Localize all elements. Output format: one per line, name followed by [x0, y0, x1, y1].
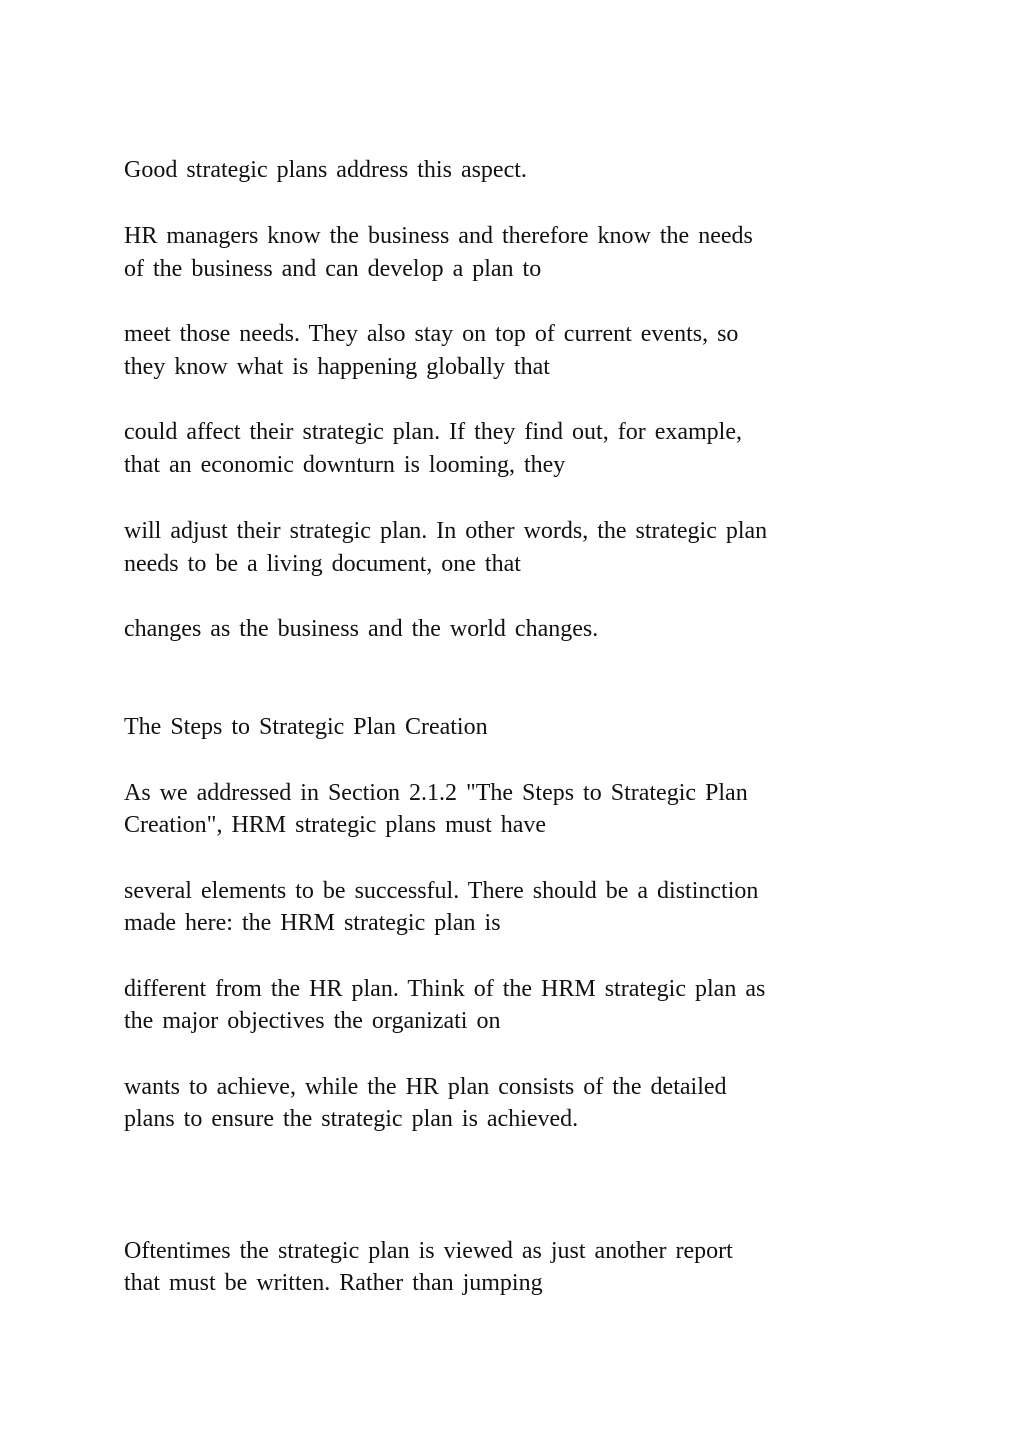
section-heading: The Steps to Strategic Plan Creation — [124, 714, 488, 740]
text-line: wants to achieve, while the HR plan consists of the detailed — [124, 1074, 727, 1100]
text-line: plans to ensure the strategic plan is achieved. — [124, 1106, 579, 1132]
text-line: that an economic downturn is looming, they — [124, 452, 566, 478]
text-line: Oftentimes the strategic plan is viewed as just another report — [124, 1238, 733, 1264]
text-line: As we addressed in Section 2.1.2 "The Steps to Strategic Plan — [124, 780, 748, 806]
text-line: the major objectives the organizati on — [124, 1008, 501, 1034]
text-line: Creation", HRM strategic plans must have — [124, 812, 547, 838]
text-line: of the business and can develop a plan to — [124, 256, 542, 282]
text-line: meet those needs. They also stay on top of current events, so — [124, 321, 739, 347]
text-line: that must be written. Rather than jumping — [124, 1270, 543, 1296]
text-line: HR managers know the business and therefore know the needs — [124, 223, 753, 249]
text-line: needs to be a living document, one that — [124, 551, 521, 577]
text-line: could affect their strategic plan. If they find out, for example, — [124, 419, 742, 445]
text-line: will adjust their strategic plan. In other words, the strategic plan — [124, 518, 768, 544]
text-line: changes as the business and the world changes. — [124, 616, 599, 642]
text-line: different from the HR plan. Think of the HRM strategic plan as — [124, 976, 766, 1002]
text-line: they know what is happening globally that — [124, 354, 550, 380]
text-line: Good strategic plans address this aspect. — [124, 157, 527, 183]
text-line: made here: the HRM strategic plan is — [124, 910, 501, 936]
text-line: several elements to be successful. There should be a distinction — [124, 878, 759, 904]
